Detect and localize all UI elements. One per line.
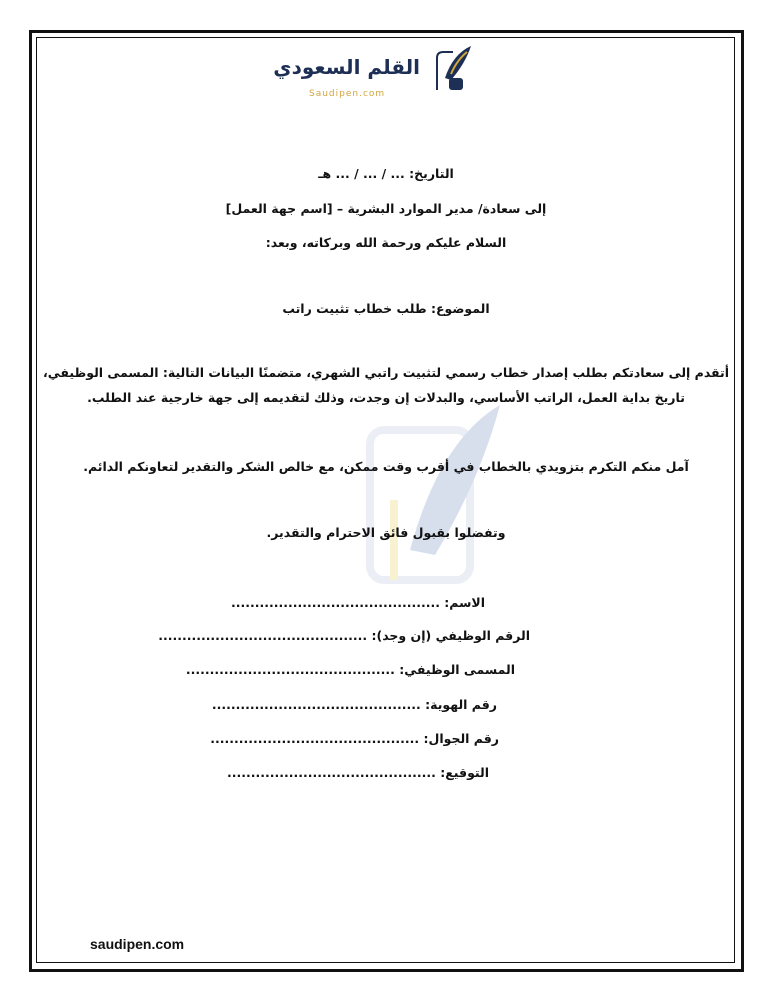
id-number-field: رقم الهوية: ............................................ [211,697,497,712]
greeting-line: السلام عليكم ورحمة الله وبركاته، وبعد: [265,235,507,250]
quill-pen-icon [423,44,475,96]
watermark-quill-icon [360,400,510,590]
signature-field: التوقيع: ............................................ [226,765,489,780]
name-field: الاسم: ............................................ [231,595,485,610]
body-line-2: تاريخ بداية العمل، الراتب الأساسي، والبدلات إن وجدت، وذلك لتقديمه إلى جهة خارجية عند الطلب. [87,390,685,405]
subject-line: الموضوع: طلب خطاب تثبيت راتب [282,301,490,316]
date-line: التاريخ: ... / ... / ... هـ [318,166,454,181]
mobile-number-field: رقم الجوال: ............................................ [210,731,499,746]
employee-number-field: الرقم الوظيفي (إن وجد): ............................................ [158,628,530,643]
recipient-line: إلى سعادة/ مدير الموارد البشرية – [اسم جهة العمل] [225,201,547,216]
hope-line: آمل منكم التكرم بتزويدي بالخطاب في أقرب وقت ممكن، مع خالص الشكر والتقدير لتعاونكم الدائم. [83,459,689,474]
logo-arabic-text: القلم السعودي [273,55,420,79]
job-title-field: المسمى الوظيفي: ............................................ [185,662,515,677]
footer-website: saudipen.com [90,936,185,952]
body-line-1: أتقدم إلى سعادتكم بطلب إصدار خطاب رسمي لتثبيت راتبي الشهري، متضمنًا البيانات التالية: المسمى الوظيفي، [42,365,730,380]
closing-line: وتفضلوا بقبول فائق الاحترام والتقدير. [266,525,506,540]
logo-english-text: Saudipen.com [309,89,386,99]
logo [273,44,475,106]
